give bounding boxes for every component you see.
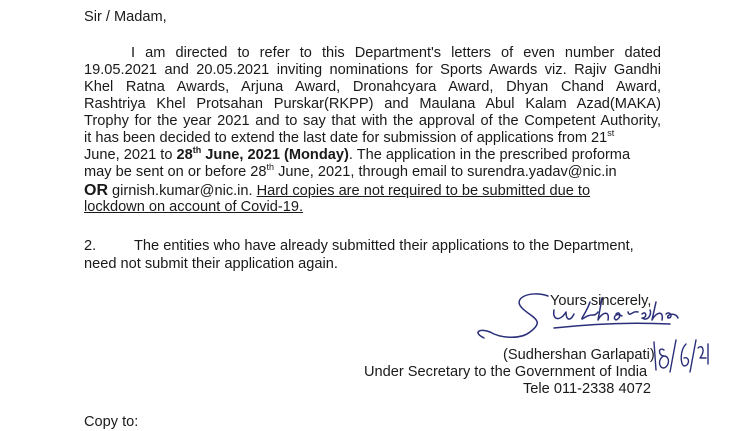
- para2-number: 2.: [84, 238, 97, 254]
- deadline-rest: June, 2021 (Monday): [201, 147, 349, 163]
- hard-copy-note-part1: Hard copies are not required to be submitted due to: [256, 183, 591, 199]
- para1-line-6: [84, 130, 661, 147]
- para2-line-1: The entities who have already submitted their applications to the Department,: [134, 238, 634, 254]
- or-label: OR: [84, 182, 108, 199]
- closing-yours-sincerely: Yours sincerely,: [550, 293, 652, 309]
- para1-line-7: [84, 147, 661, 164]
- copy-to-label: Copy to:: [84, 414, 139, 430]
- para1-line-8: [84, 164, 661, 181]
- para1-line-4: Rashtriya Khel Protsahan Purskar(RKPP) and Maulana Abul Kalam Azad(MAKA): [84, 96, 661, 112]
- deadline-day: 28: [176, 147, 193, 163]
- para1-line-2: 19.05.2021 and 20.05.2021 inviting nominations for Sports Awards viz. Rajiv Gandhi: [84, 62, 661, 78]
- para1-line-1: I am directed to refer to this Department's letters of even number dated: [131, 45, 661, 61]
- signatory-name: (Sudhershan Garlapati): [503, 347, 655, 363]
- para1-line-10: [84, 199, 661, 216]
- para1-line-9: [84, 182, 661, 200]
- telephone: Tele 011-2338 4072: [523, 381, 651, 397]
- para1-line-6-sup: st: [607, 128, 615, 139]
- hard-copy-note-part2: lockdown on account of Covid-19.: [84, 199, 304, 215]
- para1-line-5: Trophy for the year 2021 and to say that with the approval of the Competent Authority,: [84, 113, 661, 129]
- designation: Under Secretary to the Government of India: [364, 364, 648, 380]
- para1-line-3: Khel Ratna Awards, Arjuna Award, Dronahcyara Award, Dhyan Chand Award,: [84, 79, 661, 95]
- para1-line-6-text: it has been decided to extend the last date for submission of applications from 21: [84, 130, 608, 146]
- para1-line-7-text-a: June, 2021 to: [84, 147, 177, 163]
- salutation: Sir / Madam,: [84, 9, 167, 25]
- deadline-day-sup: th: [192, 145, 202, 156]
- handwritten-signature: [470, 288, 680, 348]
- para1-line-9-email: girnish.kumar@nic.in.: [108, 183, 257, 199]
- para1-line-7-text-b: . The application in the prescribed proforma: [348, 147, 631, 163]
- para1-line-8-sup: th: [266, 162, 275, 173]
- para2-line-2: need not submit their application again.: [84, 256, 338, 272]
- para1-line-8-text-b: June, 2021, through email to surendra.yadav@nic.in: [274, 164, 617, 180]
- handwritten-date: [650, 336, 710, 376]
- para1-line-8-text-a: may be sent on or before 28: [84, 164, 267, 180]
- deadline-date-bold: [177, 147, 349, 163]
